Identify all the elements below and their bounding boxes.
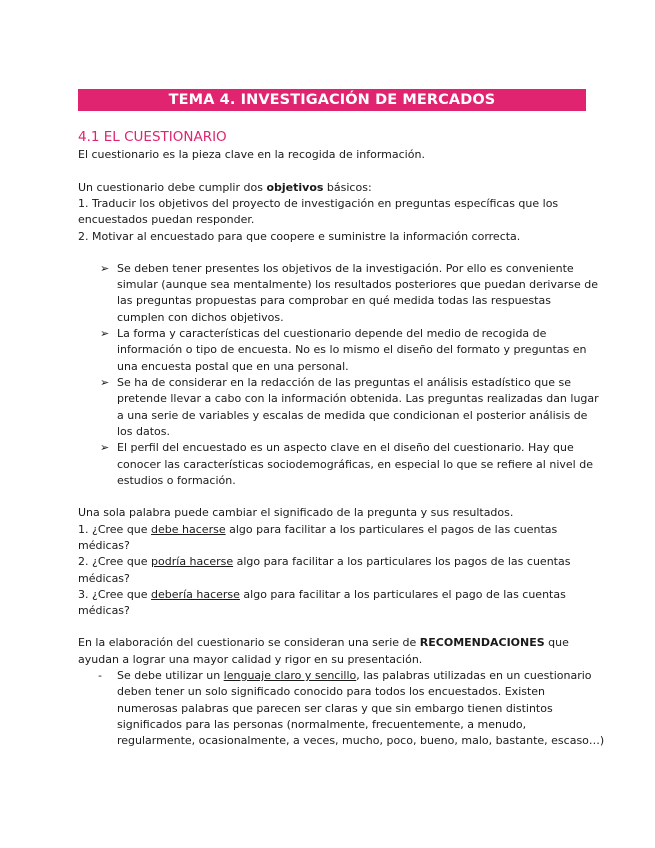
- arrow-bullet-icon: ➢: [100, 376, 110, 389]
- bullet-3-line1: Se ha de considerar en la redacción de las preguntas el análisis estadístico que se: [117, 376, 572, 389]
- bullet-1-line4: cumplen con dichos objetivos.: [117, 311, 284, 324]
- bullet-1-line1: Se deben tener presentes los objetivos de la investigación. Por ello es conveniente: [117, 262, 574, 275]
- recommendation-1-line1: Se debe utilizar un lenguaje claro y sencillo, las palabras utilizadas en un cuestionario: [117, 669, 592, 682]
- arrow-bullet-icon: ➢: [100, 262, 110, 275]
- question-3-line1: 3. ¿Cree que debería hacerse algo para facilitar a los particulares el pago de las cuentas: [78, 588, 566, 601]
- section-heading: 4.1 EL CUESTIONARIO: [78, 129, 227, 145]
- question-2-line2: médicas?: [78, 572, 130, 585]
- question-1-line1: 1. ¿Cree que debe hacerse algo para facilitar a los particulares el pagos de las cuentas: [78, 523, 558, 536]
- bullet-4-line3: estudios o formación.: [117, 474, 236, 487]
- dash-bullet: -: [98, 669, 102, 682]
- bullet-3-line3: a una serie de variables y escalas de medida que condicionan el posterior análisis de: [117, 409, 588, 422]
- bullet-2-line2: información o tipo de encuesta. No es lo mismo el diseño del formato y preguntas en: [117, 343, 587, 356]
- bullet-4-line2: conocer las características sociodemográficas, en especial lo que se refiere al nivel de: [117, 458, 593, 471]
- objectives-lead: Un cuestionario debe cumplir dos objetivos básicos:: [78, 181, 372, 194]
- recommendation-1-line4: significados para las personas (normalmente, frecuentemente, a menudo,: [117, 718, 527, 731]
- recommendations-lead: En la elaboración del cuestionario se consideran una serie de RECOMENDACIONES que: [78, 636, 569, 649]
- question-2-line1: 2. ¿Cree que podría hacerse algo para facilitar a los particulares los pagos de las cuentas: [78, 555, 571, 568]
- bullet-1-line2: simular (aunque sea mentalmente) los resultados posteriores que puedan derivarse de: [117, 278, 599, 291]
- page-title-bar: [78, 89, 586, 111]
- objective-1-line2: encuestados puedan responder.: [78, 213, 255, 226]
- arrow-bullet-icon: ➢: [100, 441, 110, 454]
- arrow-bullet-icon: ➢: [100, 327, 110, 340]
- bullet-4-line1: El perfil del encuestado es un aspecto clave en el diseño del cuestionario. Hay que: [117, 441, 574, 454]
- recommendation-1-line3: numerosas palabras que parecen ser claras y que sin embargo tienen distintos: [117, 702, 553, 715]
- wording-lead: Una sola palabra puede cambiar el significado de la pregunta y sus resultados.: [78, 506, 514, 519]
- bullet-1-line3: las preguntas propuestas para comprobar en qué medida todas las respuestas: [117, 294, 551, 307]
- intro-text: El cuestionario es la pieza clave en la recogida de información.: [78, 148, 425, 161]
- objective-2: 2. Motivar al encuestado para que coopere e suministre la información correcta.: [78, 230, 521, 243]
- question-3-line2: médicas?: [78, 604, 130, 617]
- bullet-2-line3: una encuesta postal que en una personal.: [117, 360, 349, 373]
- recommendations-lead-line2: ayudan a lograr una mayor calidad y rigor en su presentación.: [78, 653, 423, 666]
- bullet-2-line1: La forma y características del cuestionario depende del medio de recogida de: [117, 327, 547, 340]
- bullet-3-line4: los datos.: [117, 425, 171, 438]
- question-1-line2: médicas?: [78, 539, 130, 552]
- bullet-3-line2: pretende llevar a cabo con la información obtenida. Las preguntas realizadas dan lugar: [117, 392, 599, 405]
- objective-1-line1: 1. Traducir los objetivos del proyecto de investigación en preguntas específicas que los: [78, 197, 559, 210]
- recommendation-1-line5: regularmente, ocasionalmente, a veces, mucho, poco, bueno, malo, bastante, escaso…): [117, 734, 605, 747]
- recommendation-1-line2: deben tener un solo significado conocido para todos los encuestados. Existen: [117, 685, 546, 698]
- page-title: TEMA 4. INVESTIGACIÓN DE MERCADOS: [168, 92, 496, 108]
